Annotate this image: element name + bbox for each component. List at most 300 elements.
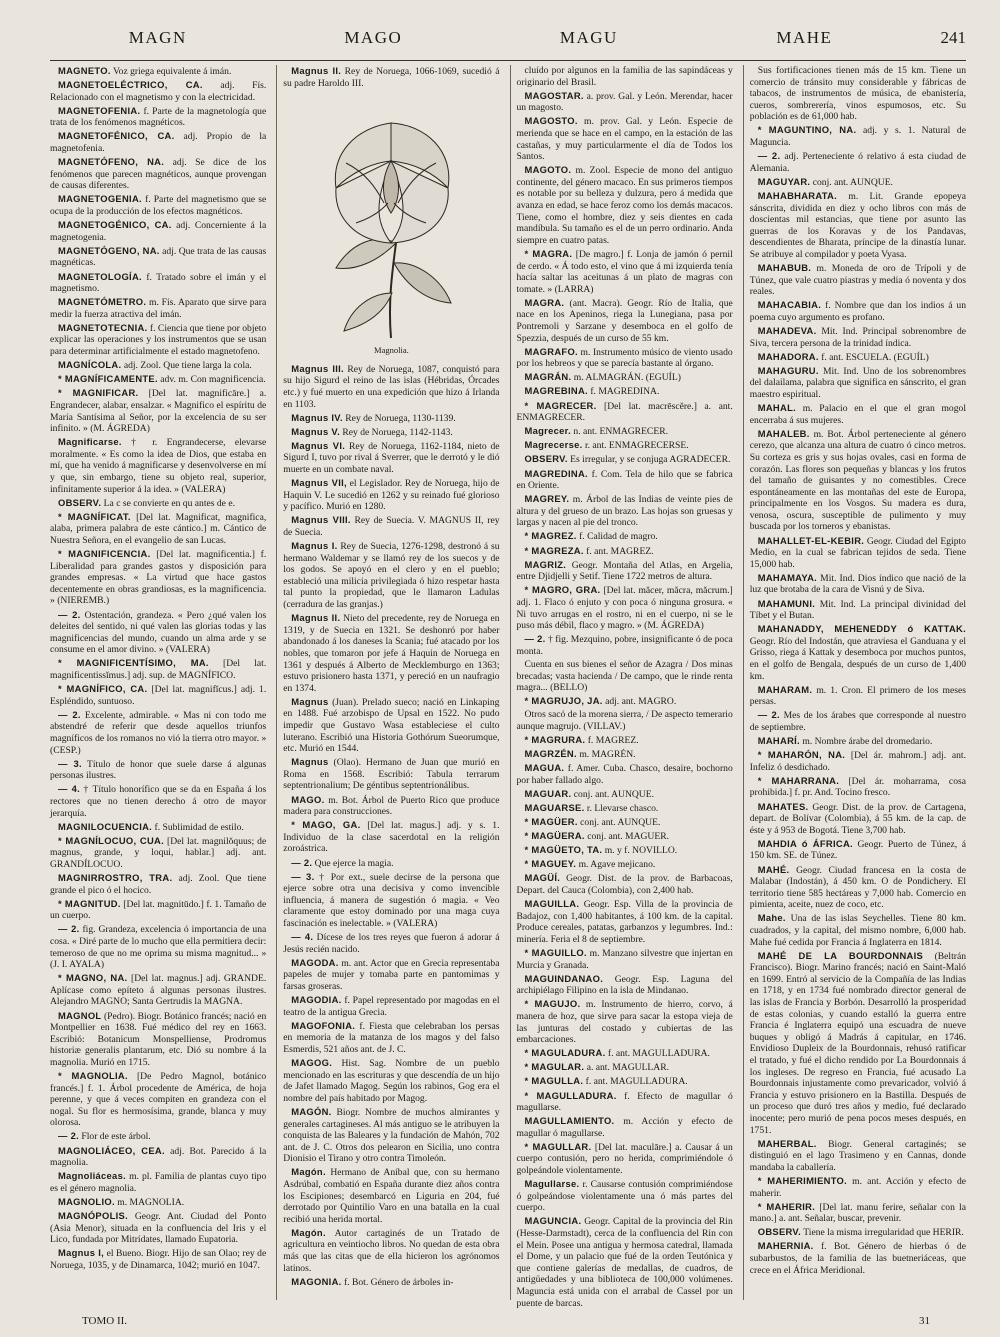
entry-definition: [De magro.] f. Lonja de jamón ó pernil de cerdo. « Á todo esto, el vino que á mi izquierda tenía hacía saltar las aceitunas á un plato de magras con tomate. » (LARRA) xyxy=(516,248,733,295)
entry-headword: — 2. xyxy=(757,150,781,162)
dictionary-entry xyxy=(517,453,733,466)
entry-definition: m. Instrumento músico de viento usado por los hebreos y que se parecía bastante al órgano. xyxy=(516,346,733,370)
entry-definition: [Del lat. magnitūdo.] f. 1. Tamaño de un cuerpo. xyxy=(50,898,267,922)
entry-definition: adj. Se dice de los fenómenos que parecen magnéticos, aunque provengan de causas diferentes. xyxy=(50,157,267,192)
header-word: MAGU xyxy=(559,28,618,47)
entry-definition: adj. Propio de la magnetofenia. xyxy=(50,131,267,155)
entry-definition: f. Bot. Género de árboles in- xyxy=(343,1276,454,1288)
entry-definition: f. ant. MAGULLADURA. xyxy=(585,1076,688,1088)
entry-headword: Magnus VI. xyxy=(291,439,346,451)
entry-definition: Flor de este árbol. xyxy=(81,1131,151,1143)
entry-definition: a. prov. Gal. y León. Merendar, hacer un magosto. xyxy=(516,90,733,114)
entry-headword: MAGO. xyxy=(291,793,325,805)
dictionary-entry xyxy=(50,609,266,656)
entry-headword: * MAGRUJO, JA. xyxy=(524,695,603,707)
entry-definition: adj. Zool. Que tiene grande el pico ó el hocico. xyxy=(50,873,267,896)
entry-headword: MAHDIA ó ÁFRICA. xyxy=(757,837,853,849)
entry-headword: MAGNETO. xyxy=(58,65,111,76)
dictionary-entry xyxy=(50,322,266,358)
dictionary-entry xyxy=(517,802,733,815)
entry-headword: MAGUINDANAO. xyxy=(524,972,604,984)
entry-definition: f. Calidad de magro. xyxy=(579,531,658,543)
entry-definition: Mit. Ind. Uno de los sobrenombres del dalailama, palabra que significa en sánscrito, el gran maestro espiritual. xyxy=(749,365,966,400)
entry-definition: m. Lit. Grande epopeya sánscrita, dividida en diez y ocho libros con más de doscientas mil estancias, que tiene por asunto las guerras de los Koravas y de los Pandavas, descendientes de Bharata, príncipe de la dinastía lunar. Se atribuye al compilador y poeta Vyasa. xyxy=(749,190,966,260)
entry-headword: MAGRAFO. xyxy=(524,345,578,357)
dictionary-entry xyxy=(517,709,733,732)
entry-definition: m. Árbol de las Indias de veinte pies de altura y del grueso de un brazo. Las hojas son gruesas y largas y nacen al pie del tronco. xyxy=(516,494,733,529)
dictionary-entry xyxy=(750,775,966,799)
dictionary-entry xyxy=(50,1130,266,1143)
dictionary-entry xyxy=(750,598,966,622)
dictionary-entry xyxy=(50,130,266,154)
entry-definition: f. Parte del magnetismo que se ocupa de la producción de los efectos magnéticos. xyxy=(50,194,267,218)
dictionary-entry xyxy=(750,838,966,862)
entry-definition: Cuenta en sus bienes el señor de Azagra / Dos minas brecadas; vasta hacienda / De campo, que le rinde renta magra... (BELLO) xyxy=(516,658,733,694)
dictionary-entry xyxy=(750,709,966,733)
entry-definition: [Del lat. măcer, măcra, măcrum.] adj. 1. Flaco ó enjuto y con poca ó ninguna grosura. « Ni tuvo arrugas en el rostro, ni en el cuerpo, ni se le puso más débil, flaco y magro. » (M. ÁGREDA) xyxy=(516,585,733,632)
dictionary-entry xyxy=(50,1170,266,1194)
entry-definition: f. Com. Tela de hilo que se fabrica en Oriente. xyxy=(516,468,733,492)
entry-definition: f. Sublimidad de estilo. xyxy=(154,821,244,833)
entry-headword: MAGNETÓMETRO. xyxy=(58,296,147,308)
dictionary-entry xyxy=(750,262,966,298)
dictionary-entry xyxy=(283,931,499,955)
entry-headword: Magnus xyxy=(291,756,329,768)
dictionary-entry xyxy=(283,612,499,694)
entry-definition: f. MAGREZ. xyxy=(587,734,639,746)
entry-headword: — 2. xyxy=(524,633,546,645)
entry-headword: MAHANADDY, MEHENEDDY ó KATTAK. xyxy=(757,623,966,635)
entry-headword: * MAGREZ. xyxy=(524,530,577,542)
entry-headword: Magnoliáceas. xyxy=(58,1170,126,1182)
entry-definition: Rey de Suecia. V. MAGNUS II, rey de Suecia. xyxy=(283,515,500,538)
dictionary-entry xyxy=(50,497,266,510)
dictionary-entry xyxy=(517,385,733,398)
entry-definition: [Del ár. moharrama, cosa prohibida.] f. pr. And. Tocino fresco. xyxy=(749,775,966,799)
dictionary-entry xyxy=(517,493,733,529)
entry-definition: m. Palacio en el que el gran mogol encerraba á sus mujeres. xyxy=(749,403,966,426)
dictionary-entry xyxy=(517,858,733,871)
entry-definition: m. Acción y efecto de magullar ó magullarse. xyxy=(516,1116,733,1139)
entry-definition: Mit. Ind. Dios índico que nació de la luz que brotaba de la cara de Visnú y de Siva. xyxy=(749,572,966,596)
entry-definition: fig. Grandeza, excelencia ó importancia de una cosa. « Diré parte de lo mucho que ella permitiera decir: temeroso de que no me oprima su misma magnitud... » (J. I. AYALA) xyxy=(50,924,267,971)
dictionary-entry xyxy=(750,365,966,401)
dictionary-entry xyxy=(750,684,966,708)
entry-definition: m. Bot. Árbol de Puerto Rico que produce madera para construcciones. xyxy=(283,794,500,818)
dictionary-entry xyxy=(50,105,266,129)
entry-headword: MAGRÁN. xyxy=(524,371,572,383)
dictionary-entry xyxy=(750,1175,966,1199)
entry-headword: — 2. xyxy=(58,923,80,935)
dictionary-entry xyxy=(283,994,499,1018)
entry-definition: m. ant. Actor que en Grecia representaba papeles de mujer y tomaba parte en pantomimas y farsas groseras. xyxy=(283,957,500,992)
entry-definition: Geogr. Montaña del Atlas, en Argelia, entre Djidjelli y Setif. Tiene 1722 metros de altura. xyxy=(516,559,733,583)
dictionary-entry xyxy=(517,734,733,747)
entry-headword: * MAGNITUD. xyxy=(58,897,121,909)
dictionary-entry xyxy=(517,1141,733,1177)
entry-definition: Ostentación, grandeza. « Pero ¿qué valen los deleites del sentido, ni qué valen las glorias todas y las magnificencias del mundo, cuando un alma arde y se consume en el amor divino. » (VALERA) xyxy=(50,609,267,656)
entry-headword: MAGRIZ. xyxy=(524,558,567,570)
dictionary-entry xyxy=(750,572,966,596)
dictionary-entry xyxy=(50,387,266,434)
entry-headword: * MAGRECER. xyxy=(524,399,597,411)
dictionary-entry xyxy=(50,271,266,295)
dictionary-entry xyxy=(50,245,266,269)
entry-headword: MAHAMUNI. xyxy=(757,597,816,609)
entry-headword: * MAGRA. xyxy=(524,247,573,259)
entry-headword: MAGUILLA. xyxy=(524,898,580,910)
entry-headword: MAGUAR. xyxy=(524,787,572,799)
entry-definition: adj. Que trata de las causas magnéticas. xyxy=(50,245,267,269)
running-header xyxy=(50,28,966,58)
entry-headword: * MAGULLAR. xyxy=(524,1140,592,1152)
entry-headword: Magrecerse. xyxy=(524,439,583,451)
dictionary-entry xyxy=(50,1210,266,1246)
entry-definition: m. ALMAGRÁN. (EGUÍL) xyxy=(573,372,681,384)
dictionary-entry xyxy=(517,788,733,801)
entry-definition: Biogr. Nombre de muchos almirantes y generales cartagineses. Al más antiguo se le atribuyen la conquista de las Baleares y la fundación de Mahón, 702 ant. de J. C. Otros dos pelearon en Sicilia, uno contra Dionisio el Tirano y otro contra Timoleón. xyxy=(283,1106,500,1165)
dictionary-entry xyxy=(750,623,966,682)
entry-headword: — 3. xyxy=(58,757,82,769)
entry-definition: m. ant. Acción y efecto de maherir. xyxy=(749,1175,967,1199)
dictionary-entry xyxy=(283,819,499,855)
entry-headword: Magnus xyxy=(291,695,329,707)
dictionary-entry xyxy=(750,299,966,323)
entry-headword: Magnus VII, xyxy=(291,477,347,489)
dictionary-entry xyxy=(750,950,966,1137)
entry-headword: * MAGNIFICENTÍSIMO, MA. xyxy=(58,657,209,669)
entry-definition: (Pedro). Biogr. Botánico francés; nació en Montpellier en 1638. Fué médico del rey en 1663. Escribió: Botanicum Monspelliense, Prodromus historiæ generalis plantarum, etc. Dió su nombre á la magnolia. Murió en 1715. xyxy=(50,1010,267,1068)
dictionary-entry xyxy=(50,373,266,386)
entry-definition: f. Ciencia que tiene por objeto explicar las operaciones y los instrumentos que se usan para determinar artificialmente el estado magnetofeno. xyxy=(50,322,267,358)
dictionary-entry xyxy=(517,371,733,384)
entry-headword: MAGREY. xyxy=(524,493,570,505)
entry-headword: MAHARÍ. xyxy=(757,735,800,747)
entry-definition: Rey de Noruega, 1130-1139. xyxy=(345,412,456,424)
entry-definition: Rey de Suecia, 1276-1298, destronó á su hermano Waldemar y se llamó rey de los suecos y de los godos. Se apoyó en el clero y en el pueblo; estableció una milicia privilegiada ó hizo respetar hasta tal punto la propiedad, que le llamaron Ladulas (cerradura de las granjas.) xyxy=(283,541,500,611)
entry-definition: r. ant. ENMAGRECERSE. xyxy=(584,440,689,452)
entry-headword: * MAGÜER. xyxy=(524,816,578,828)
entry-headword: MAGNETOTECNIA. xyxy=(58,321,148,333)
dictionary-entry xyxy=(750,428,966,533)
entry-definition: adj. ant. MAGRO. xyxy=(605,696,677,708)
entry-definition: m. Agave mejicano. xyxy=(578,859,656,871)
entry-headword: — 3. xyxy=(291,870,315,882)
entry-definition: Geogr. Puerto de Túnez, á 150 km. SE. de Túnez. xyxy=(749,838,966,862)
entry-definition: conj. ant. AUNQUE. xyxy=(580,817,661,829)
dictionary-entry xyxy=(517,545,733,558)
entry-definition: (Olao). Hermano de Juan que murió en Roma en 1568. Escribió: Tabula terrarum septentrionalium; De géntibus septentrionálibus. xyxy=(283,757,500,792)
entry-headword: MAGOSTO. xyxy=(524,115,578,127)
entry-definition: Dícese de los tres reyes que fueron á adorar á Jesús recién nacido. xyxy=(283,932,500,955)
entry-headword: MAHÉ DE LA BOURDONNAIS xyxy=(757,949,924,961)
dictionary-entry xyxy=(283,65,499,89)
entry-definition: m. Manzano silvestre que injertan en Murcia y Granada. xyxy=(516,947,733,971)
dictionary-entry xyxy=(750,1240,966,1276)
entry-headword: MAGODIA. xyxy=(291,994,342,1006)
entry-definition: f. Papel representado por magodas en el teatro de la antigua Grecia. xyxy=(283,995,500,1018)
dictionary-entry xyxy=(50,296,266,320)
entry-headword: MAGOSTAR. xyxy=(524,89,584,101)
entry-headword: MAGREBINA. xyxy=(524,385,588,397)
entry-definition: [De Pedro Magnol, botánico francés.] f. 1. Árbol procedente de América, de hoja perenne, y que á veces compiten en grandeza con el nogal. Su flor es hermosísima, grande, blanca y muy olorosa. xyxy=(50,1071,267,1129)
entry-headword: * MAGULLA. xyxy=(524,1075,584,1087)
entry-headword: — 2. xyxy=(757,709,780,721)
dictionary-entry xyxy=(517,1061,733,1074)
dictionary-entry xyxy=(517,1075,733,1088)
entry-headword: * MAGNÍFICAT. xyxy=(58,510,131,522)
dictionary-entry xyxy=(50,1010,266,1069)
dictionary-entry xyxy=(283,1020,499,1056)
entry-definition: adj. Concerniente á la magnetogenia. xyxy=(50,220,267,243)
dictionary-entry xyxy=(50,821,266,834)
entry-definition: m. Bot. Árbol perteneciente al género cerezo, que alcanza una altura de cuatro ó cinco metros. Su corteza es gris y sus hojas ovales, casi en forma de corazón. Las flores son pequeñas y blancas y los frutos del tamaño de guisantes y no comestibles. Crece espontáneamente en las montañas del este de Europa, principalmente en los Vosgos. Su madera es dura, venosa, oscura, susceptible de pulimento y muy buscada por los torneros y ebanistas. xyxy=(749,428,966,533)
figure-caption: Magnolia. xyxy=(374,345,409,356)
entry-definition: f. Amer. Cuba. Chasco, desaire, bochorno por haber fallado algo. xyxy=(516,763,733,786)
entry-headword: Magnus I. xyxy=(291,540,338,552)
entry-headword: MAGNÍCOLA. xyxy=(58,359,122,371)
entry-headword: * MAGNÍFICO, CA. xyxy=(58,683,148,695)
signature-mark: 31 xyxy=(919,1315,930,1327)
dictionary-entry xyxy=(517,90,733,114)
entry-definition: adj. y s. 1. Natural de Maguncia. xyxy=(749,125,966,149)
entry-definition: a. ant. MAGULLAR. xyxy=(586,1062,670,1074)
entry-headword: * MAGNIFICENCIA. xyxy=(58,548,151,560)
entry-definition: Autor cartaginés de un Tratado de agricultura en veintiocho libros. No quedan de esta obra más que las citas que de ella hicieron los agrónomos latinos. xyxy=(283,1227,500,1274)
entry-definition: el Bueno. Biogr. Hijo de san Olao; rey de Noruega, 1035, y de Dinamarca, 1042; murió en 1047. xyxy=(50,1248,267,1271)
entry-headword: Magnus V. xyxy=(291,425,340,437)
entry-headword: MAHABHARATA. xyxy=(757,189,838,201)
dictionary-entry xyxy=(283,540,499,611)
dictionary-entry xyxy=(750,351,966,364)
entry-definition: † r. Engrandecerse, elevarse moralmente. « Es como la idea de Dios, que estaba en mí, que ha venido á magnificarse y desenvolverse en mí y que, sin embargo, tiene su objeto real, superior, infinitamente superior á la idea. » (VALERA) xyxy=(50,437,267,495)
entry-definition: m. Nombre árabe del dromedario. xyxy=(802,736,933,748)
entry-headword: MAHABUB. xyxy=(757,262,812,273)
entry-headword: MAHALEB. xyxy=(757,427,810,439)
entry-definition: adj. Fís. Relacionado con el magnetismo y con la electricidad. xyxy=(50,80,267,103)
entry-definition: adj. Perteneciente ó relativo á esta ciudad de Alemania. xyxy=(749,151,966,174)
dictionary-entry xyxy=(750,176,966,189)
entry-headword: * MAGNÍLOCUO, CUA. xyxy=(58,834,165,846)
entry-headword: MAHADORA. xyxy=(757,350,819,362)
entry-definition: m. Zool. Especie de mono del antiguo continente, del género macaco. En sus primeros tiempos es notable por su belleza y dulzura, pero á medida que avanza en edad, se hace feroz como los demás macacos. Tiene, como el hombre, diez y seis dientes en cada mandíbula. Su tamaño es el de un perro ordinario. Anda siempre en cuatro patas. xyxy=(516,165,733,246)
entry-definition: f. ant. MAGREZ. xyxy=(586,545,654,557)
dictionary-entry xyxy=(750,124,966,148)
dictionary-entry xyxy=(283,1166,499,1225)
dictionary-entry xyxy=(750,749,966,773)
entry-headword: OBSERV. xyxy=(757,1226,802,1238)
entry-headword: * MAGULLADURA. xyxy=(524,1089,617,1101)
entry-headword: MAGÓN. xyxy=(291,1105,332,1117)
entry-headword: — 2. xyxy=(58,608,81,620)
entry-definition: Geogr. Dist. de la prov. de Cartagena, depart. de Bolívar (Colombia), á 55 km. de la cap. de éste y á 953 de Bogotá. Tiene 3,700 hab. xyxy=(749,801,966,836)
entry-headword: MAGULLAMIENTO. xyxy=(524,1115,615,1127)
entry-headword: MAHERBAL. xyxy=(757,1137,817,1149)
dictionary-entry xyxy=(50,872,266,896)
dictionary-entry xyxy=(283,1227,499,1274)
dictionary-entry xyxy=(517,844,733,857)
entry-headword: MAHACABIA. xyxy=(757,299,822,311)
dictionary-entry xyxy=(283,514,499,538)
entry-definition: Mit. Ind. Principal sobrenombre de Siva, tercera persona de la trinidad índica. xyxy=(749,325,966,349)
header-word: MAHE xyxy=(776,28,833,47)
entry-headword: MAGNETOLOGÍA. xyxy=(58,270,142,282)
dictionary-entry xyxy=(517,762,733,786)
entry-definition: conj. ant. MAGUER. xyxy=(587,831,670,843)
dictionary-entry xyxy=(283,857,499,870)
dictionary-entry xyxy=(517,633,733,657)
entry-definition: Geogr. Río del Indostán, que atraviesa el Ganduana y el Grisso, riega á Kattak y desemboca por muchos puntos, en el golfo de Bengala, después de un curso de 1,400 km. xyxy=(749,635,966,682)
entry-headword: Magnus III. xyxy=(291,362,344,374)
entry-headword: — 4. xyxy=(58,783,81,795)
entry-definition: f. Tratado sobre el imán y el magnetismo. xyxy=(50,271,267,295)
entry-headword: MAGNETOGENIA. xyxy=(58,193,142,205)
entry-headword: * MAGUILLO. xyxy=(524,946,587,958)
entry-definition: Excelente, admirable. « Mas ni con todo me abstendré de referir que desde aquellos triunfos magníficos de los romanos no vió la tierra otro mayor. » (CESP.) xyxy=(50,709,267,756)
dictionary-entry xyxy=(50,65,266,78)
header-rule xyxy=(50,60,966,61)
dictionary-entry xyxy=(283,1057,499,1104)
dictionary-entry xyxy=(50,436,266,495)
entry-definition: el Legislador. Rey de Noruega, hijo de Haquin V. Le sucedió en 1262 y su reinado fué glorioso y pacífico. Murió en 1280. xyxy=(283,478,500,513)
dictionary-entry xyxy=(283,1106,499,1165)
magnolia-illustration xyxy=(283,93,499,357)
entry-headword: MAGNETÓGENO, NA. xyxy=(58,244,160,256)
entry-headword: * MAGULADURA. xyxy=(524,1047,606,1059)
dictionary-entry xyxy=(517,748,733,761)
dictionary-entry xyxy=(50,1196,266,1209)
entry-definition: f. ant. MAGULLADURA. xyxy=(607,1048,710,1060)
entry-definition: adj. Bot. Parecido á la magnolia. xyxy=(50,1145,267,1169)
entry-headword: * MAGUJO. xyxy=(524,998,581,1010)
entry-definition: [Del lat. magnifĭcus.] adj. 1. Espléndido, suntuoso. xyxy=(50,684,267,707)
entry-definition: conj. ant. AUNQUE. xyxy=(573,788,654,800)
entry-definition: Rey de Noruega, 1142-1143. xyxy=(342,426,453,438)
entry-headword: * MAGUEY. xyxy=(524,858,577,870)
entry-headword: * MAGNOLIA. xyxy=(58,1070,128,1081)
dictionary-entry xyxy=(50,758,266,782)
dictionary-entry xyxy=(517,1047,733,1060)
entry-definition: m. prov. Gal. y León. Especie de merienda que se hace en el campo, en la estación de las castañas, y muy particularmente el día de Todos los Santos. xyxy=(516,116,733,163)
entry-definition: (Beltrán Francisco). Biogr. Marino francés; nació en Saint-Maló en 1699. Entró al servicio de la Compañía de las Indias en 1718, y en 1734 fué nombrado director general de las islas de Francia y Borbón. Desarrolló la prosperidad de estas colonias, y cuando estalló la guerra entre Francia é Inglaterra equipó una escuadra de nueve buques y obligó á Madrás á capitular, en 1746. Envidioso Dupleix de la Bourdonnais, rehusó ratificar el tratado, y fué el dicho rendido por La Bourdonnais á los ingleses. De regreso en Francia, fué acusado La Bourdonnais injustamente como prevaricador, volvió á Francia y estuvo prisionero en la Bastilla. Después de un proceso que duró tres años y medio, fué declarado inocente; pero murió de pena pocos meses después, en 1751. xyxy=(749,950,966,1136)
dictionary-entry xyxy=(517,559,733,583)
entry-definition: m. y f. NOVILLO. xyxy=(604,845,678,857)
entry-definition: f. Nombre que dan los indios á un poema cuyo argumento es profano. xyxy=(749,300,966,323)
entry-headword: OBSERV. xyxy=(58,496,102,508)
dictionary-entry xyxy=(283,756,499,792)
entry-definition: Título de honor que suele darse á algunas personas ilustres. xyxy=(50,758,267,782)
dictionary-entry xyxy=(283,363,499,410)
entry-headword: MAGUYAR. xyxy=(757,175,811,187)
dictionary-entry xyxy=(517,468,733,492)
entry-definition: [Del lat. Magnificat, magnifica, alaba, primera palabra de este cántico.] m. Cántico de Nuestra Señora, en el evangelio de san Lucas. xyxy=(50,511,267,546)
column-1 xyxy=(50,65,266,1300)
entry-definition: Geogr. Ciudad francesa en la costa de Malabar (Indostán), á 450 km. O de Pondichery. El territorio tiene 585 hectáreas y 7,000 hab. Comercio en pimienta, aceite, nuez de coco, etc. xyxy=(749,864,966,911)
dictionary-entry xyxy=(750,325,966,349)
entry-headword: * MAGÜERA. xyxy=(524,830,585,842)
entry-definition: n. ant. ENMAGRECER. xyxy=(573,426,668,438)
entry-headword: MAGNETOFÉNICO, CA. xyxy=(58,130,175,142)
entry-headword: MAGNETOELÉCTRICO, CA. xyxy=(58,79,203,91)
entry-headword: MAGNOL xyxy=(58,1009,102,1021)
column-2 xyxy=(276,65,499,1300)
entry-headword: MAGNILOCUENCIA. xyxy=(58,820,153,832)
entry-definition: (ant. Macra). Geogr. Río de Italia, que nace en los Apeninos, riega la Lunegiana, pasa por Pontremoli y Sarzane y desemboca en el golfo de Spezzia, después de un curso de 55 km. xyxy=(516,297,733,344)
entry-headword: MAHAL. xyxy=(757,402,797,414)
entry-definition: [Del lat. magnificentissĭmus.] adj. sup. de MAGNÍFICO. xyxy=(50,658,267,681)
entry-definition: f. Parte de la magnetología que trata de los fenómenos magnéticos. xyxy=(50,105,267,129)
entry-definition: [Del lat. magnus.] adj. GRANDE. Aplícase como epíteto á algunas personas ilustres. Alejandro MAGNO; Santa Gertrudis la MAGNA. xyxy=(50,973,267,1008)
entry-definition: Geogr. Ant. Ciudad del Ponto (Asia Menor), situada en la confluencia del Iris y el Lico, fundada por Mitrídates, llamado Eupatoria. xyxy=(50,1211,267,1246)
dictionary-entry xyxy=(50,898,266,922)
entry-definition: m. MAGNOLIA. xyxy=(117,1196,185,1208)
dictionary-entry xyxy=(50,1247,266,1271)
entry-headword: MAGUARSE. xyxy=(524,801,585,813)
entry-headword: MAGNOLIÁCEO, CEA. xyxy=(58,1144,165,1156)
entry-definition: Es irregular, y se conjuga AGRADECER. xyxy=(570,454,731,466)
entry-headword: MAGNETOGÉNICO, CA. xyxy=(58,219,172,231)
entry-headword: * MAGO, GA. xyxy=(291,819,361,831)
entry-headword: * MAGNÍFICAMENTE. xyxy=(58,373,158,385)
entry-definition: cluído por algunos en la familia de las sapindáceas y originario del Brasil. xyxy=(516,65,733,88)
entry-definition: Otros sacó de la morena sierra, / De aspecto temerario aunque magrujo. (VILLAV.) xyxy=(516,709,733,732)
entry-definition: Tiene la misma irregularidad que HERIR. xyxy=(803,1227,964,1239)
dictionary-entry xyxy=(517,998,733,1045)
dictionary-entry xyxy=(50,156,266,192)
entry-headword: Magnus VIII. xyxy=(291,514,351,526)
dictionary-entry xyxy=(283,440,499,476)
dictionary-entry xyxy=(517,830,733,843)
dictionary-entry xyxy=(750,150,966,174)
entry-definition: f. Efecto de magullar ó magullarse. xyxy=(516,1090,733,1114)
dictionary-entry xyxy=(750,65,966,123)
entry-definition: Nieto del precedente, rey de Noruega en 1319, y de Suecia en 1321. Se deshonró por haber abandonado á los daneses la Scania; fué atacado por los nobles, que tomaron por jefe á Haquin de Noruega en 1361 y después á Alberto de Mecklemburgo en 1363; estuvo prisionero hasta 1371, y pereció en un naufragio en 1374. xyxy=(283,613,500,694)
entry-definition: Geogr. Dist. de la prov. de Barbacoas, Depart. del Cauca (Colombia), con 2,400 hab. xyxy=(516,873,733,896)
entry-headword: MAHERNIA. xyxy=(757,1240,814,1252)
entry-definition: Rey de Noruega, 1087, conquistó para su hijo Sigurd el reino de las islas (Hébridas, Órcades etc.) y fué muerto en una expedición que hizo á Irlanda en 1103. xyxy=(283,363,500,410)
entry-definition: Geogr. Esp. Villa de la provincia de Badajoz, con 1,400 habitantes, á 100 km. de la capital. Produce cereales, patatas, garbanzos y legumbres. Ind.: minería. Feria el 8 de septiembre. xyxy=(516,899,733,945)
text-columns xyxy=(50,65,967,1309)
entry-headword: MAGOTO. xyxy=(524,164,572,176)
entry-headword: MAGOFONIA. xyxy=(291,1019,356,1031)
dictionary-entry xyxy=(750,912,966,948)
dictionary-entry xyxy=(50,511,266,547)
entry-definition: Mit. Ind. La principal divinidad del Tíbet y el Butan. xyxy=(749,598,966,622)
entry-headword: OBSERV. xyxy=(524,453,568,465)
entry-definition: La c se convierte en qu antes de e. xyxy=(103,497,235,509)
entry-definition: Hermano de Aníbal que, con su hermano Asdrúbal, combatió en España durante diez años contra los Escipiones; desembarcó en Liguria en 204, fué derrotado por Quintilio Varo en una batalla en la cual recibió una herida mortal. xyxy=(283,1167,500,1225)
dictionary-entry xyxy=(50,1070,266,1129)
dictionary-entry xyxy=(750,1138,966,1174)
entry-definition: [Del lat. magnificāre.] a. Engrandecer, alabar, ensalzar. « Magnifico el espíritu de María Santísima al Señor, por la excelencia de su ser infinito. » (M. ÁGREDA) xyxy=(50,388,267,435)
dictionary-entry xyxy=(517,1090,733,1114)
dictionary-entry xyxy=(517,1178,733,1214)
entry-definition: † fig. Mezquino, pobre, insignificante ó de poca monta. xyxy=(516,634,733,657)
page-footer xyxy=(82,1315,930,1327)
dictionary-entry xyxy=(283,871,499,930)
entry-headword: MAGRZÉN. xyxy=(524,748,577,760)
dictionary-entry xyxy=(517,1115,733,1139)
dictionary-entry xyxy=(50,79,266,103)
entry-headword: Magnus II. xyxy=(291,65,342,76)
entry-definition: m. pl. Familia de plantas cuyo tipo es el género magnolia. xyxy=(50,1171,267,1194)
entry-definition: Geogr. Esp. Laguna del archipiélago Filipino en la isla de Mindanao. xyxy=(516,973,733,997)
entry-definition: † Por ext., suele decirse de la persona que ejerce sobre otra una decisiva y como invencible influencia, á manera de sugestión ó magia. « Veo claramente que estoy dominado por una maga cuya fascinación es inelectable. » (VALERA) xyxy=(283,871,500,929)
entry-headword: MAGNOLIO. xyxy=(58,1195,115,1207)
entry-definition: Rey de Noruega, 1066-1069, sucedió á su padre Haroldo III. xyxy=(283,66,500,89)
entry-headword: MAGUA. xyxy=(524,762,565,774)
entry-definition: [Del ár. mahrom.] adj. ant. Infeliz ó desdichado. xyxy=(749,750,966,773)
